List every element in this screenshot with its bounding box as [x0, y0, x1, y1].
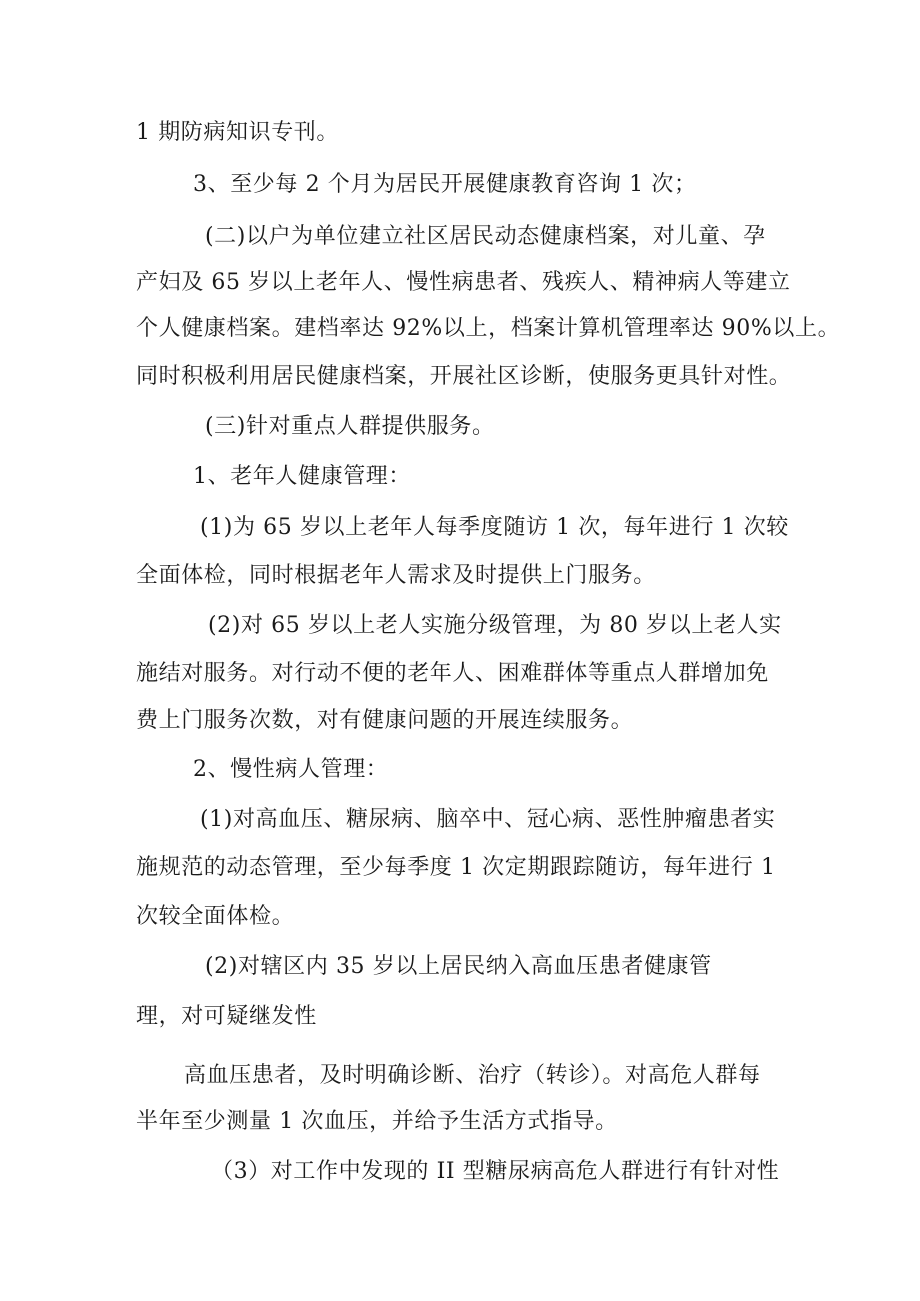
text-line-2: 3、至少每 2 个月为居民开展健康教育咨询 1 次； [193, 172, 697, 197]
text-line-14: 2、慢性病人管理： [193, 757, 389, 782]
text-line-21: 半年至少测量 1 次血压，并给予生活方式指导。 [136, 1109, 618, 1134]
text-line-5: 个人健康档案。建档率达 92%以上，档案计算机管理率达 90%以上。 [136, 316, 841, 341]
text-line-7: (三)针对重点人群提供服务。 [205, 414, 495, 439]
text-line-10: 全面体检，同时根据老年人需求及时提供上门服务。 [136, 563, 656, 588]
text-line-1: 1 期防病知识专刊。 [136, 120, 339, 145]
text-line-12: 施结对服务。对行动不便的老年人、困难群体等重点人群增加免 [136, 661, 769, 686]
text-line-3: (二)以户为单位建立社区居民动态健康档案，对儿童、孕 [205, 224, 766, 249]
text-line-16: 施规范的动态管理，至少每季度 1 次定期跟踪随访，每年进行 1 [136, 855, 776, 880]
text-line-9: (1)为 65 岁以上老年人每季度随访 1 次，每年进行 1 次较 [200, 515, 789, 540]
text-line-17: 次较全面体检。 [136, 904, 295, 929]
text-line-4: 产妇及 65 岁以上老年人、慢性病患者、残疾人、精神病人等建立 [136, 270, 791, 295]
text-line-8: 1、老年人健康管理： [193, 464, 411, 489]
text-line-18: (2)对辖区内 35 岁以上居民纳入高血压患者健康管 [205, 954, 712, 979]
text-line-6: 同时积极利用居民健康档案，开展社区诊断，使服务更具针对性。 [136, 364, 792, 389]
text-line-19: 理，对可疑继发性 [136, 1004, 317, 1029]
text-line-11: (2)对 65 岁以上老人实施分级管理，为 80 岁以上老人实 [208, 613, 782, 638]
text-line-20: 高血压患者，及时明确诊断、治疗（转诊）。对高危人群每 [184, 1063, 761, 1088]
text-line-22: （3）对工作中发现的 II 型糖尿病高危人群进行有针对性 [211, 1159, 780, 1184]
text-line-15: (1)对高血压、糖尿病、脑卒中、冠心病、恶性肿瘤患者实 [200, 807, 776, 832]
text-line-13: 费上门服务次数，对有健康问题的开展连续服务。 [136, 708, 634, 733]
